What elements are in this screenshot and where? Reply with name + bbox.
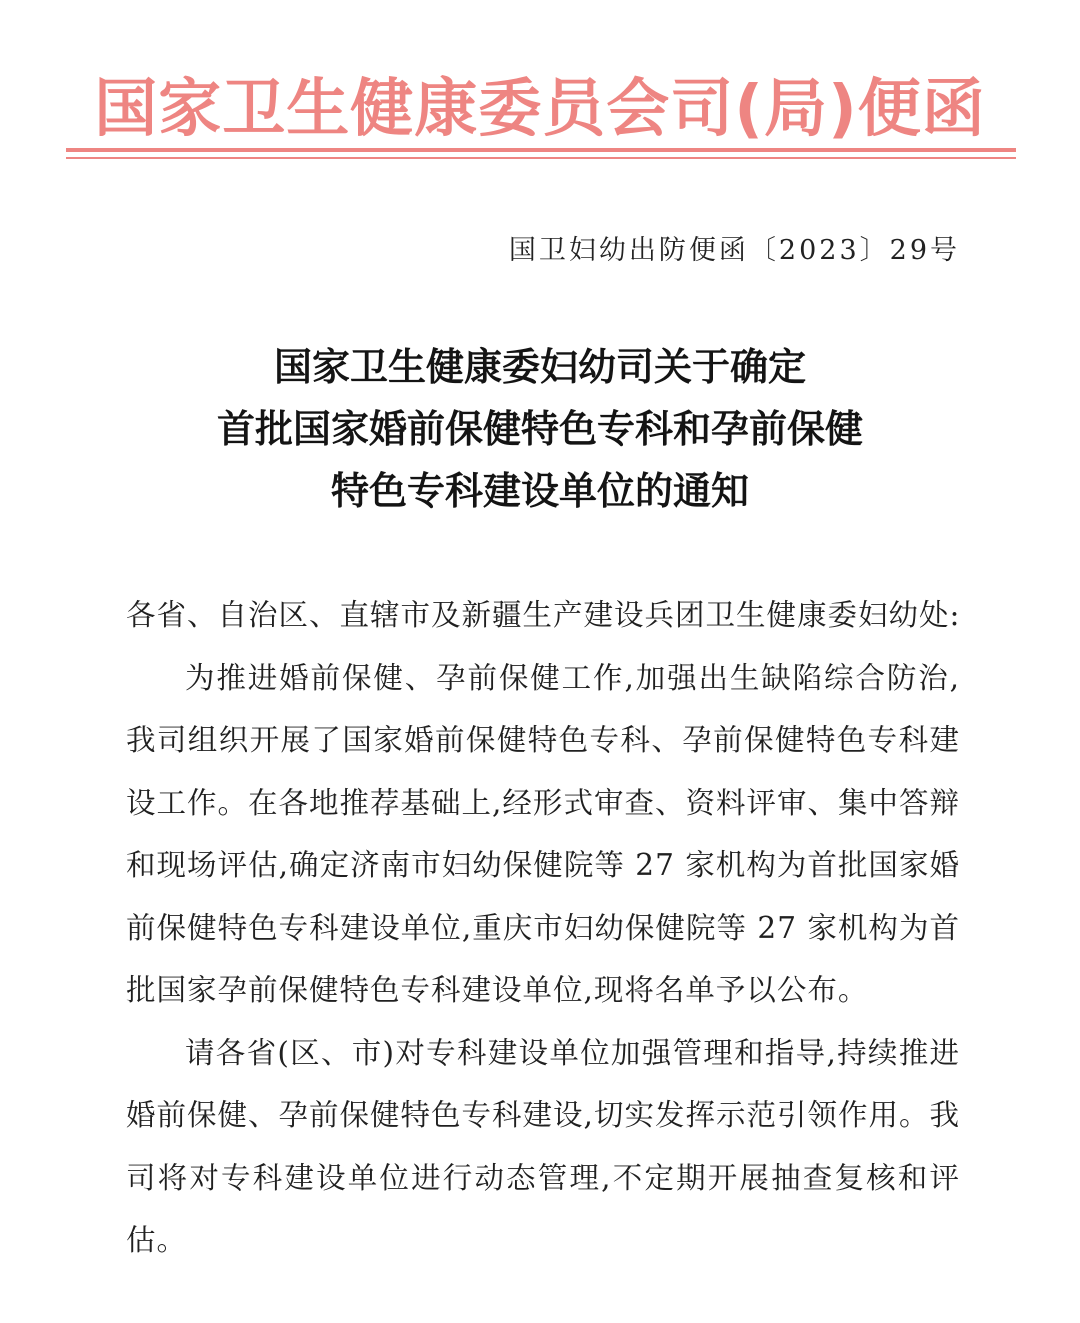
document-title-line: 首批国家婚前保健特色专科和孕前保健 — [216, 407, 863, 451]
document-title-line: 国家卫生健康委妇幼司关于确定 — [273, 345, 806, 389]
red-divider-thin-line — [66, 157, 1016, 159]
document-body — [126, 584, 960, 1272]
document-number: 国卫妇幼出防便函〔2023〕29号 — [508, 235, 960, 266]
letterhead-title: 国家卫生健康委员会司(局)便函 — [94, 72, 986, 145]
red-divider-thick-line — [66, 148, 1016, 152]
document-title — [60, 336, 1020, 522]
document-title-line: 特色专科建设单位的通知 — [330, 469, 749, 513]
salutation: 各省、自治区、直辖市及新疆生产建设兵团卫生健康委妇幼处: — [126, 598, 961, 632]
body-paragraph: 为推进婚前保健、孕前保健工作,加强出生缺陷综合防治,我司组织开展了国家婚前保健特色专科、孕前保健特色专科建设工作。在各地推荐基础上,经形式审查、资料评审、集中答辩和现场评估,确定济南市妇幼保健院等 27 家机构为首批国家婚前保健特色专科建设单位,重庆市妇幼保健院等 27 家机构为首批国家孕前保健特色专科建设单位,现将名单予以公布。 — [126, 660, 960, 1007]
body-paragraph: 请各省(区、市)对专科建设单位加强管理和指导,持续推进婚前保健、孕前保健特色专科建设,切实发挥示范引领作用。我司将对专科建设单位进行动态管理,不定期开展抽查复核和评估。 — [126, 1035, 960, 1257]
